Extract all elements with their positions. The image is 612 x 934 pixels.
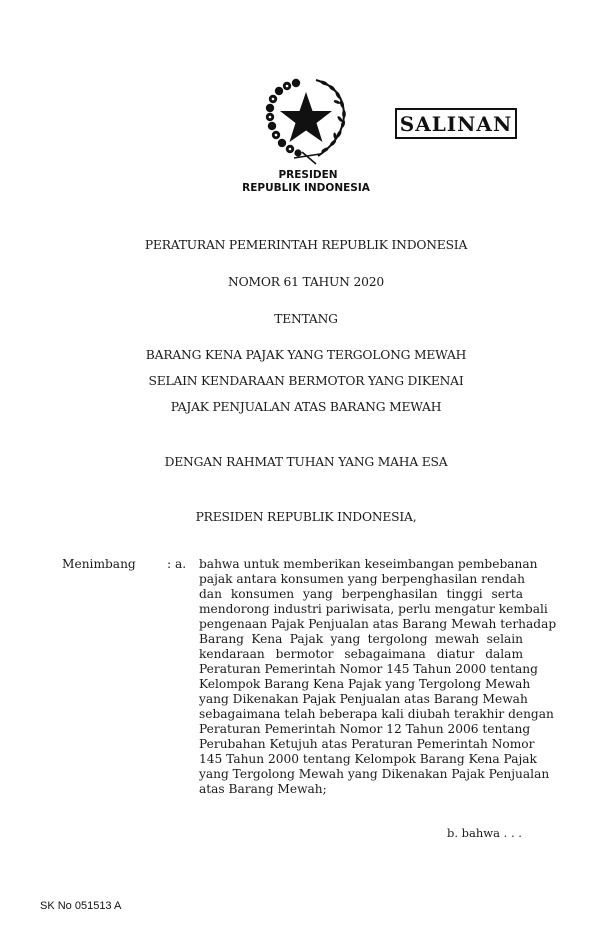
issuer-country: REPUBLIK INDONESIA <box>242 182 370 194</box>
salinan-stamp <box>395 108 517 139</box>
regulation-subject-line1: BARANG KENA PAJAK YANG TERGOLONG MEWAH <box>145 348 467 362</box>
paragraph-line: mendorong industri pariwisata, perlu mengatur kembali <box>199 602 548 616</box>
paragraph-line: pajak antara konsumen yang berpenghasilan rendah <box>199 572 525 586</box>
document-serial-number: SK No 051513 A <box>40 900 122 912</box>
invocation: DENGAN RAHMAT TUHAN YANG MAHA ESA <box>164 455 448 469</box>
paragraph-line: 145 Tahun 2000 tentang Kelompok Barang Kena Pajak <box>199 752 537 766</box>
paragraph-line: dan konsumen yang berpenghasilan tinggi serta <box>199 587 523 601</box>
regulation-tentang: TENTANG <box>274 312 338 326</box>
paragraph-line: Kelompok Barang Kena Pajak yang Tergolong Mewah <box>199 677 531 691</box>
garuda-star-emblem-icon <box>258 74 354 166</box>
enacting-authority: PRESIDEN REPUBLIK INDONESIA, <box>195 510 417 524</box>
paragraph-line: kendaraan bermotor sebagaimana diatur dalam <box>199 647 523 661</box>
regulation-subject-line3: PAJAK PENJUALAN ATAS BARANG MEWAH <box>170 400 442 414</box>
paragraph-line: bahwa untuk memberikan keseimbangan pembebanan <box>199 557 538 571</box>
paragraph-line: yang Dikenakan Pajak Penjualan atas Barang Mewah <box>199 692 528 706</box>
regulation-subject-line2: SELAIN KENDARAAN BERMOTOR YANG DIKENAI <box>148 374 464 388</box>
paragraph-line: Peraturan Pemerintah Nomor 145 Tahun 2000 tentang <box>199 662 538 676</box>
paragraph-line: Peraturan Pemerintah Nomor 12 Tahun 2006 tentang <box>199 722 531 736</box>
paragraph-line: yang Tergolong Mewah yang Dikenakan Pajak Penjualan <box>199 767 550 781</box>
consideration-item-a <box>199 557 557 797</box>
page-continuation: b. bahwa . . . <box>447 826 522 840</box>
considerations-item-marker: : a. <box>167 557 187 571</box>
paragraph-line: atas Barang Mewah; <box>199 782 327 796</box>
issuer-title: PRESIDEN <box>278 169 338 181</box>
paragraph-line: Barang Kena Pajak yang tergolong mewah selain <box>199 632 523 646</box>
regulation-number: NOMOR 61 TAHUN 2020 <box>228 275 384 289</box>
salinan-stamp-text: SALINAN <box>399 111 513 136</box>
paragraph-line: Perubahan Ketujuh atas Peraturan Pemerintah Nomor <box>199 737 535 751</box>
considerations-label: Menimbang <box>62 557 136 571</box>
paragraph-line: pengenaan Pajak Penjualan atas Barang Mewah terhadap <box>199 617 557 631</box>
regulation-type: PERATURAN PEMERINTAH REPUBLIK INDONESIA <box>144 238 468 252</box>
paragraph-line: sebagaimana telah beberapa kali diubah terakhir dengan <box>199 707 554 721</box>
